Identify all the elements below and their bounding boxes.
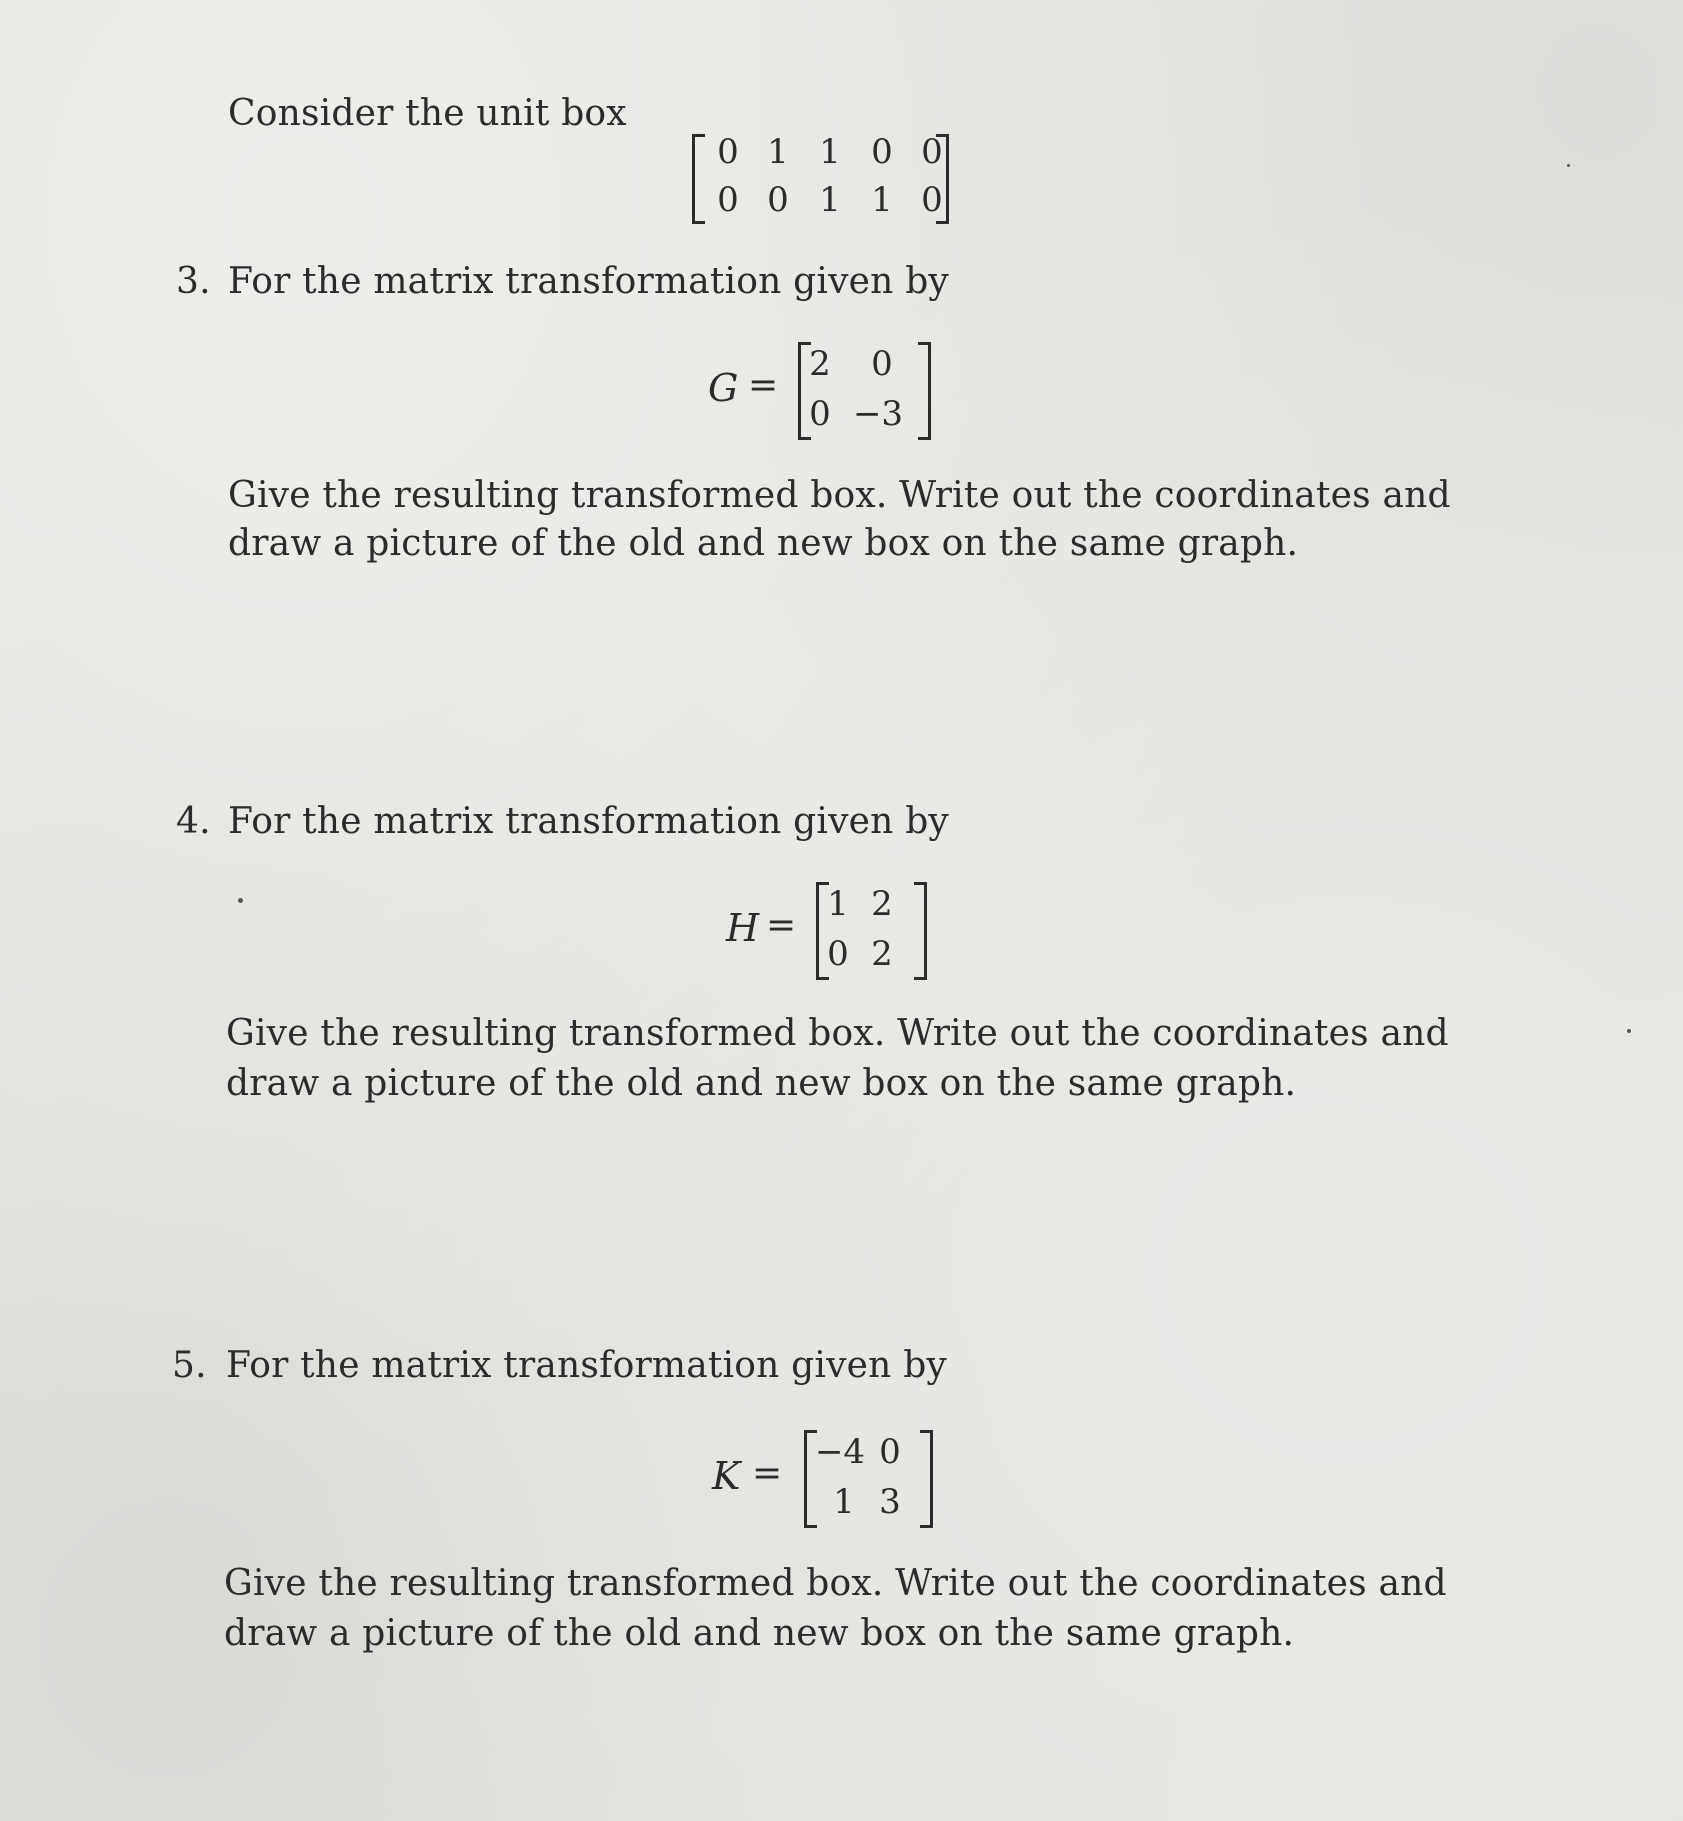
problem-4-number: 4. [176,801,211,842]
problem-3-instruction-line-1: Give the resulting transformed box. Write out the coordinates and [228,475,1451,516]
problem-4-instruction-line-1: Give the resulting transformed box. Write out the coordinates and [226,1013,1449,1054]
problem-3-number: 3. [176,261,211,302]
unit-box-r1c4: 0 [871,132,893,172]
problem-5-lead: For the matrix transformation given by [226,1345,947,1386]
matrix-g-r1c1: 2 [809,344,831,384]
problem-3-instruction-line-2: draw a picture of the old and new box on the same graph. [228,523,1299,564]
right-bracket [914,882,927,980]
problem-4-instruction-line-2: draw a picture of the old and new box on the same graph. [226,1063,1297,1104]
matrix-h-r1c1: 1 [827,884,849,924]
paper-speck [1567,164,1570,167]
matrix-k-r1c1: −4 [814,1432,866,1472]
problem-3-matrix-expression [706,336,946,446]
unit-box-r2c4: 1 [871,180,893,220]
unit-box-r1c3: 1 [819,132,841,172]
matrix-label: G [708,366,739,410]
unit-box-r2c5: 0 [921,180,943,220]
unit-box-r1c1: 0 [717,132,739,172]
problem-4-lead: For the matrix transformation given by [228,801,949,842]
paper-speck [238,898,243,903]
matrix-k-r2c2: 3 [879,1482,901,1522]
unit-box-matrix [690,128,950,228]
matrix-g-r2c1: 0 [809,394,831,434]
unit-box-r1c5: 0 [921,132,943,172]
equals-sign: = [766,905,797,946]
problem-5-number: 5. [172,1345,207,1386]
intro-text: Consider the unit box [228,93,627,134]
right-bracket [920,1430,933,1528]
right-bracket [918,342,931,440]
matrix-h-r2c1: 0 [827,934,849,974]
equals-sign: = [752,1453,783,1494]
matrix-label: K [712,1454,741,1498]
unit-box-r2c2: 0 [767,180,789,220]
unit-box-r2c3: 1 [819,180,841,220]
paper-speck [1627,1029,1631,1033]
problem-5-instruction-line-1: Give the resulting transformed box. Write out the coordinates and [224,1563,1447,1604]
matrix-label: H [726,906,760,950]
unit-box-r2c1: 0 [717,180,739,220]
problem-3-lead: For the matrix transformation given by [228,261,949,302]
right-bracket [936,134,949,224]
matrix-g-r1c2: 0 [871,344,893,384]
matrix-g-r2c2: −3 [852,394,904,434]
problem-5-instruction-line-2: draw a picture of the old and new box on the same graph. [224,1613,1295,1654]
matrix-h-r2c2: 2 [871,934,893,974]
problem-4-matrix-expression [724,876,944,986]
matrix-k-r2c1: 1 [833,1482,855,1522]
matrix-h-r1c2: 2 [871,884,893,924]
problem-5-matrix-expression [710,1424,950,1534]
matrix-k-r1c2: 0 [879,1432,901,1472]
equals-sign: = [748,365,779,406]
unit-box-r1c2: 1 [767,132,789,172]
